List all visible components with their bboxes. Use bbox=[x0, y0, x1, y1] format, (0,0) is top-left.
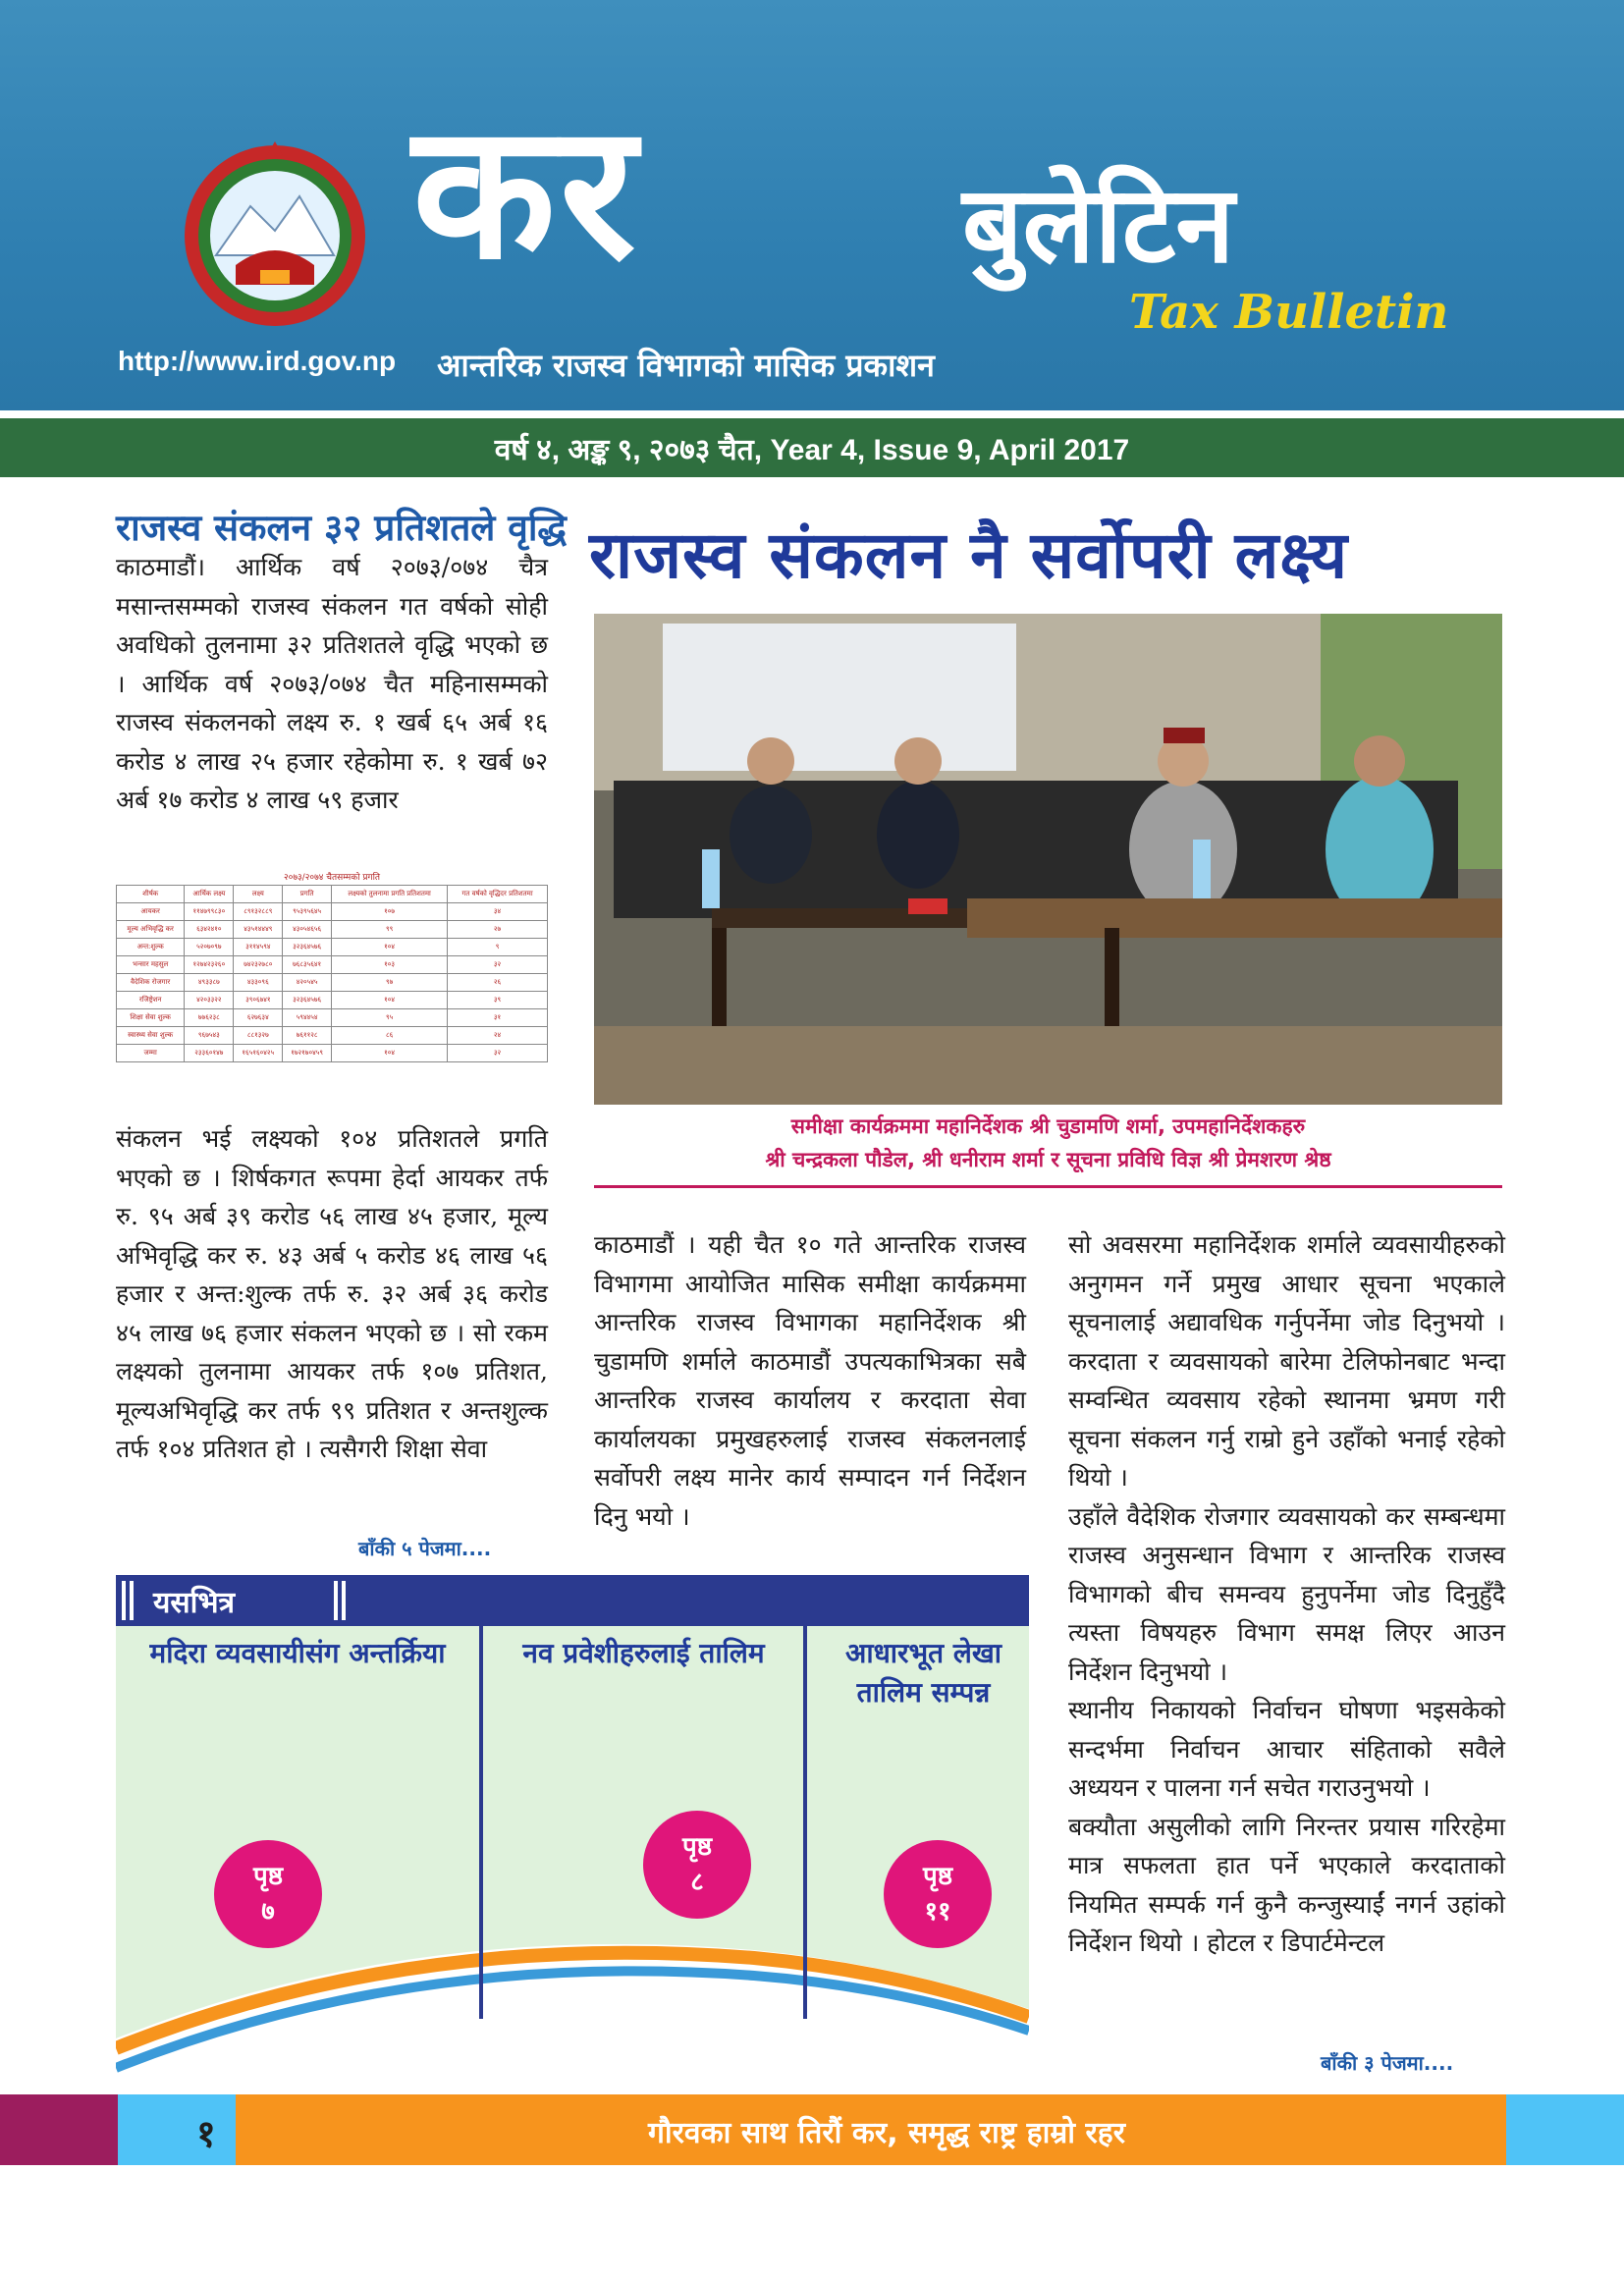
table-cell: ७७६२३८ bbox=[185, 1009, 234, 1027]
table-cell: ८८१३२७ bbox=[234, 1027, 283, 1045]
table-row bbox=[117, 974, 548, 992]
table-cell: १०७ bbox=[332, 903, 448, 921]
main-article-mid-column: काठमाडौं । यही चैत १० गते आन्तरिक राजस्व विभागमा आयोजित मासिक समीक्षा कार्यक्रममा आन्तरिक राजस्व विभागका महानिर्देशक श्री चुडामणि शर्माले काठमाडौं उपत्यकाभित्रका सबै आन्तरिक राजस्व कार्यालय र करदाता सेवा कार्यालयका प्रमुखहरुलाई राजस्व संकलनलाई सर्वोपरी लक्ष्य मानेर कार्य सम्पादन गर्न निर्देशन दिनु भयो । bbox=[594, 1230, 1026, 1531]
table-header-row bbox=[117, 886, 548, 903]
publication-subtitle: आन्तरिक राजस्व विभागको मासिक प्रकाशन bbox=[437, 347, 935, 384]
contents-header bbox=[116, 1575, 1029, 1626]
table-cell: अन्त:शुल्क bbox=[117, 939, 185, 956]
table-row bbox=[117, 1045, 548, 1062]
table-cell: ३२३६४५७६ bbox=[283, 939, 332, 956]
main-headline: राजस्व संकलन नै सर्वोपरी लक्ष्य bbox=[589, 517, 1349, 593]
website-link[interactable]: http://www.ird.gov.np bbox=[118, 346, 397, 376]
table-cell: ३२ bbox=[448, 1045, 548, 1062]
logo-english: Tax Bulletin bbox=[1129, 285, 1449, 340]
right-paragraph-1: सो अवसरमा महानिर्देशक शर्माले व्यवसायीहरुको अनुगमन गर्ने प्रमुख आधार सूचना भएकाले सूचनालाई अद्यावधिक गर्नुपर्नेमा जोड दिनुभयो । करदाता र व्यवसायको बारेमा टेलिफोनबाट भन्दा सम्वन्धित व्यवसाय रहेको स्थानमा भ्रमण गरी सूचना संकलन गर्नु राम्रो हुने उहाँको भनाई रहेको थियो । bbox=[1068, 1230, 1505, 1492]
table-cell: १०४ bbox=[332, 1045, 448, 1062]
table-cell: ३९ bbox=[448, 992, 548, 1009]
table-cell: ९७ bbox=[332, 974, 448, 992]
issue-bar bbox=[0, 418, 1624, 477]
table-cell: आयकर bbox=[117, 903, 185, 921]
table-row bbox=[117, 1027, 548, 1045]
table-header: शीर्षक bbox=[117, 886, 185, 903]
table-cell: ४३५१४४४९ bbox=[234, 921, 283, 939]
table-cell: २४ bbox=[448, 1027, 548, 1045]
table-cell: २७ bbox=[448, 921, 548, 939]
logo-main: कर bbox=[412, 81, 640, 300]
table-caption: २०७३/२०७४ चैतसम्मको प्रगति bbox=[283, 873, 381, 883]
left-article-para-1: काठमाडौं। आर्थिक वर्ष २०७३/०७४ चैत्र मसान्तसम्मको राजस्व संकलन गत वर्षको सोही अवधिको तुलनामा ३२ प्रतिशतले वृद्धि भएको छ । आर्थिक वर्ष २०७३/०७४ चैत महिनासम्मको राजस्व संकलनको लक्ष्य रु. १ खर्ब ६५ अर्ब १६ करोड ४ लाख २५ हजार रहेकोमा रु. १ खर्ब ७२ अर्ब १७ करोड ४ लाख ५९ हजार bbox=[116, 553, 548, 814]
table-header: गत वर्षको वृद्धिदर प्रतिशतमा bbox=[448, 886, 548, 903]
table-row bbox=[117, 903, 548, 921]
page-number: १ bbox=[196, 2112, 216, 2155]
page-badge-number: ८ bbox=[690, 1868, 704, 1897]
table-cell: ८६ bbox=[332, 1027, 448, 1045]
table-cell: ३११४५९४ bbox=[234, 939, 283, 956]
contents-title: यसभित्र bbox=[153, 1586, 236, 1620]
page-badge[interactable] bbox=[643, 1811, 751, 1919]
table-cell: ५२०७०९७ bbox=[185, 939, 234, 956]
table-cell: स्वास्थ्य सेवा शुल्क bbox=[117, 1027, 185, 1045]
table-cell: ४३०५४६५६ bbox=[283, 921, 332, 939]
table-cell: मूल्य अभिवृद्धि कर bbox=[117, 921, 185, 939]
photo-caption bbox=[594, 1110, 1502, 1176]
table-cell: ४३३०९६ bbox=[234, 974, 283, 992]
left-article-headline: राजस्व संकलन ३२ प्रतिशतले वृद्धि bbox=[116, 507, 567, 549]
table-cell: शिक्षा सेवा शुल्क bbox=[117, 1009, 185, 1027]
contents-box bbox=[116, 1575, 1029, 2086]
table-cell: २३३६०१४७ bbox=[185, 1045, 234, 1062]
table-cell: ३२ bbox=[448, 956, 548, 974]
table-cell: ४९३३८७ bbox=[185, 974, 234, 992]
table-cell: ३९०६७४१ bbox=[234, 992, 283, 1009]
table-cell: जम्मा bbox=[117, 1045, 185, 1062]
caption-line-1: समीक्षा कार्यक्रममा महानिर्देशक श्री चुडामणि शर्मा, उपमहानिर्देशकहरु bbox=[790, 1114, 1306, 1138]
table-cell: ७६८३५६४१ bbox=[283, 956, 332, 974]
table-cell: ९६७५४३ bbox=[185, 1027, 234, 1045]
left-article-para-2: संकलन भई लक्ष्यको १०४ प्रतिशतले प्रगति भएको छ । शिर्षकगत रूपमा हेर्दा आयकर तर्फ रु. ९५ अर्ब ३९ करोड ५६ लाख ४५ हजार, मूल्य अभिवृद्धि कर रु. ४३ अर्ब ५ करोड ४६ लाख ५६ हजार र अन्त:शुल्क तर्फ रु. ३२ अर्ब ३६ करोड ४५ लाख ७६ हजार संकलन भएको छ । सो रकम लक्ष्यको तुलनामा आयकर तर्फ १०७ प्रतिशत, मूल्यअभिवृद्धि कर तर्फ ९९ प्रतिशत र अन्तशुल्क तर्फ १०४ प्रतिशत हो । त्यसैगरी शिक्षा सेवा bbox=[116, 1124, 548, 1463]
table-cell: रजिष्ट्रेशन bbox=[117, 992, 185, 1009]
table-cell: ३२३६४५७६ bbox=[283, 992, 332, 1009]
table-cell: ६२७६३४ bbox=[234, 1009, 283, 1027]
table-cell: २६ bbox=[448, 974, 548, 992]
table-cell: ७४२३२७८० bbox=[234, 956, 283, 974]
main-article-right-column bbox=[1068, 1225, 1505, 1963]
table-cell: ३१ bbox=[448, 1009, 548, 1027]
caption-line-2: श्री चन्द्रकला पौडेल, श्री धनीराम शर्मा र सूचना प्रविधि विज्ञ श्री प्रेमशरण श्रेष्ठ bbox=[765, 1148, 1331, 1171]
page-badge-label: पृष्ठ bbox=[252, 1862, 284, 1891]
table-header: आर्थिक लक्ष्य bbox=[185, 886, 234, 903]
table-cell: १०४ bbox=[332, 992, 448, 1009]
right-paragraph-3: स्थानीय निकायको निर्वाचन घोषणा भइसकेको सन्दर्भमा निर्वाचन आचार संहिताको सवैले अध्ययन र पालना गर्न सचेत गराउनुभयो । bbox=[1068, 1696, 1505, 1802]
revenue-table bbox=[116, 868, 548, 1062]
meeting-photo bbox=[594, 614, 1502, 1105]
table-cell: भन्सार महसुल bbox=[117, 956, 185, 974]
table-row bbox=[117, 1009, 548, 1027]
table-cell: १०३ bbox=[332, 956, 448, 974]
table-header: प्रगति bbox=[283, 886, 332, 903]
page-badge-label: पृष्ठ bbox=[922, 1862, 953, 1891]
page-badge-number: ७ bbox=[261, 1897, 275, 1927]
page-badge-number: ११ bbox=[924, 1897, 951, 1927]
issue-text: वर्ष ४, अङ्क ९, २०७३ चैत, Year 4, Issue 9, April 2017 bbox=[494, 433, 1130, 466]
table-cell: १०४ bbox=[332, 939, 448, 956]
contents-divider bbox=[479, 1626, 483, 2019]
table-cell: ४२०५४५ bbox=[283, 974, 332, 992]
contents-item-title[interactable]: मदिरा व्यवसायीसंग अन्तर्क्रिया bbox=[149, 1637, 446, 1669]
contents-item-title[interactable]: नव प्रवेशीहरुलाई तालिम bbox=[522, 1637, 765, 1669]
page-badge-label: पृष्ठ bbox=[681, 1832, 713, 1862]
contents-item-title[interactable]: आधारभूत लेखा तालिम सम्पन्न bbox=[844, 1637, 1002, 1709]
table-row bbox=[117, 992, 548, 1009]
continue-link-right[interactable]: बाँकी ३ पेजमा.... bbox=[1321, 2051, 1454, 2075]
right-paragraph-4: बक्यौता असुलीको लागि निरन्तर प्रयास गरिरहेमा मात्र सफलता हात पर्ने भएकाले करदाताको नियमित सम्पर्क गर्न कुनै कन्जुस्याईं नगर्न उहांको निर्देशन थियो । होटल र डिपार्टमेन्टल bbox=[1068, 1812, 1505, 1957]
logo-side: बुलेटिन bbox=[962, 163, 1235, 287]
table-cell: ९९ bbox=[332, 921, 448, 939]
table-cell: ५९४४५४ bbox=[283, 1009, 332, 1027]
table-header: लक्ष्य bbox=[234, 886, 283, 903]
nepal-emblem-icon bbox=[177, 137, 373, 334]
masthead bbox=[0, 0, 1624, 410]
table-cell: वैदेशिक रोजगार bbox=[117, 974, 185, 992]
page-badge[interactable] bbox=[884, 1840, 992, 1948]
table-cell: ९ bbox=[448, 939, 548, 956]
right-paragraph-2: उहाँले वैदेशिक रोजगार व्यवसायको कर सम्बन्धमा राजस्व अनुसन्धान विभाग र आन्तरिक राजस्व विभागको बीच समन्वय हुनुपर्नेमा जोड दिनुहुँदै त्यस्ता विषयहरु विभाग समक्ष लिएर आउन निर्देशन दिनुभयो । bbox=[1068, 1501, 1505, 1686]
table-cell: ३४ bbox=[448, 903, 548, 921]
table-cell: ८९१३२८८९ bbox=[234, 903, 283, 921]
table-cell: ९५३९५६४५ bbox=[283, 903, 332, 921]
table-cell: १७२१७०४५९ bbox=[283, 1045, 332, 1062]
table-row bbox=[117, 956, 548, 974]
table-cell: ११४७९९८३० bbox=[185, 903, 234, 921]
table-cell: ६३४२४१० bbox=[185, 921, 234, 939]
table-cell: ४२०३३२२ bbox=[185, 992, 234, 1009]
footer-motto: गौरवका साथ तिरौं कर, समृद्ध राष्ट्र हाम्रो रहर bbox=[648, 2116, 1125, 2150]
table-cell: १६५१६०४२५ bbox=[234, 1045, 283, 1062]
page-badge[interactable] bbox=[214, 1840, 322, 1948]
table-row bbox=[117, 939, 548, 956]
continue-link-left[interactable]: बाँकी ५ पेजमा.... bbox=[358, 1537, 492, 1560]
table-header: लक्ष्यको तुलनामा प्रगति प्रतिशतमा bbox=[332, 886, 448, 903]
caption-divider bbox=[594, 1185, 1502, 1188]
table-row bbox=[117, 921, 548, 939]
contents-divider bbox=[803, 1626, 807, 2019]
table-cell: १२७४२३२६० bbox=[185, 956, 234, 974]
table-cell: ९५ bbox=[332, 1009, 448, 1027]
table-cell: ७६११२८ bbox=[283, 1027, 332, 1045]
